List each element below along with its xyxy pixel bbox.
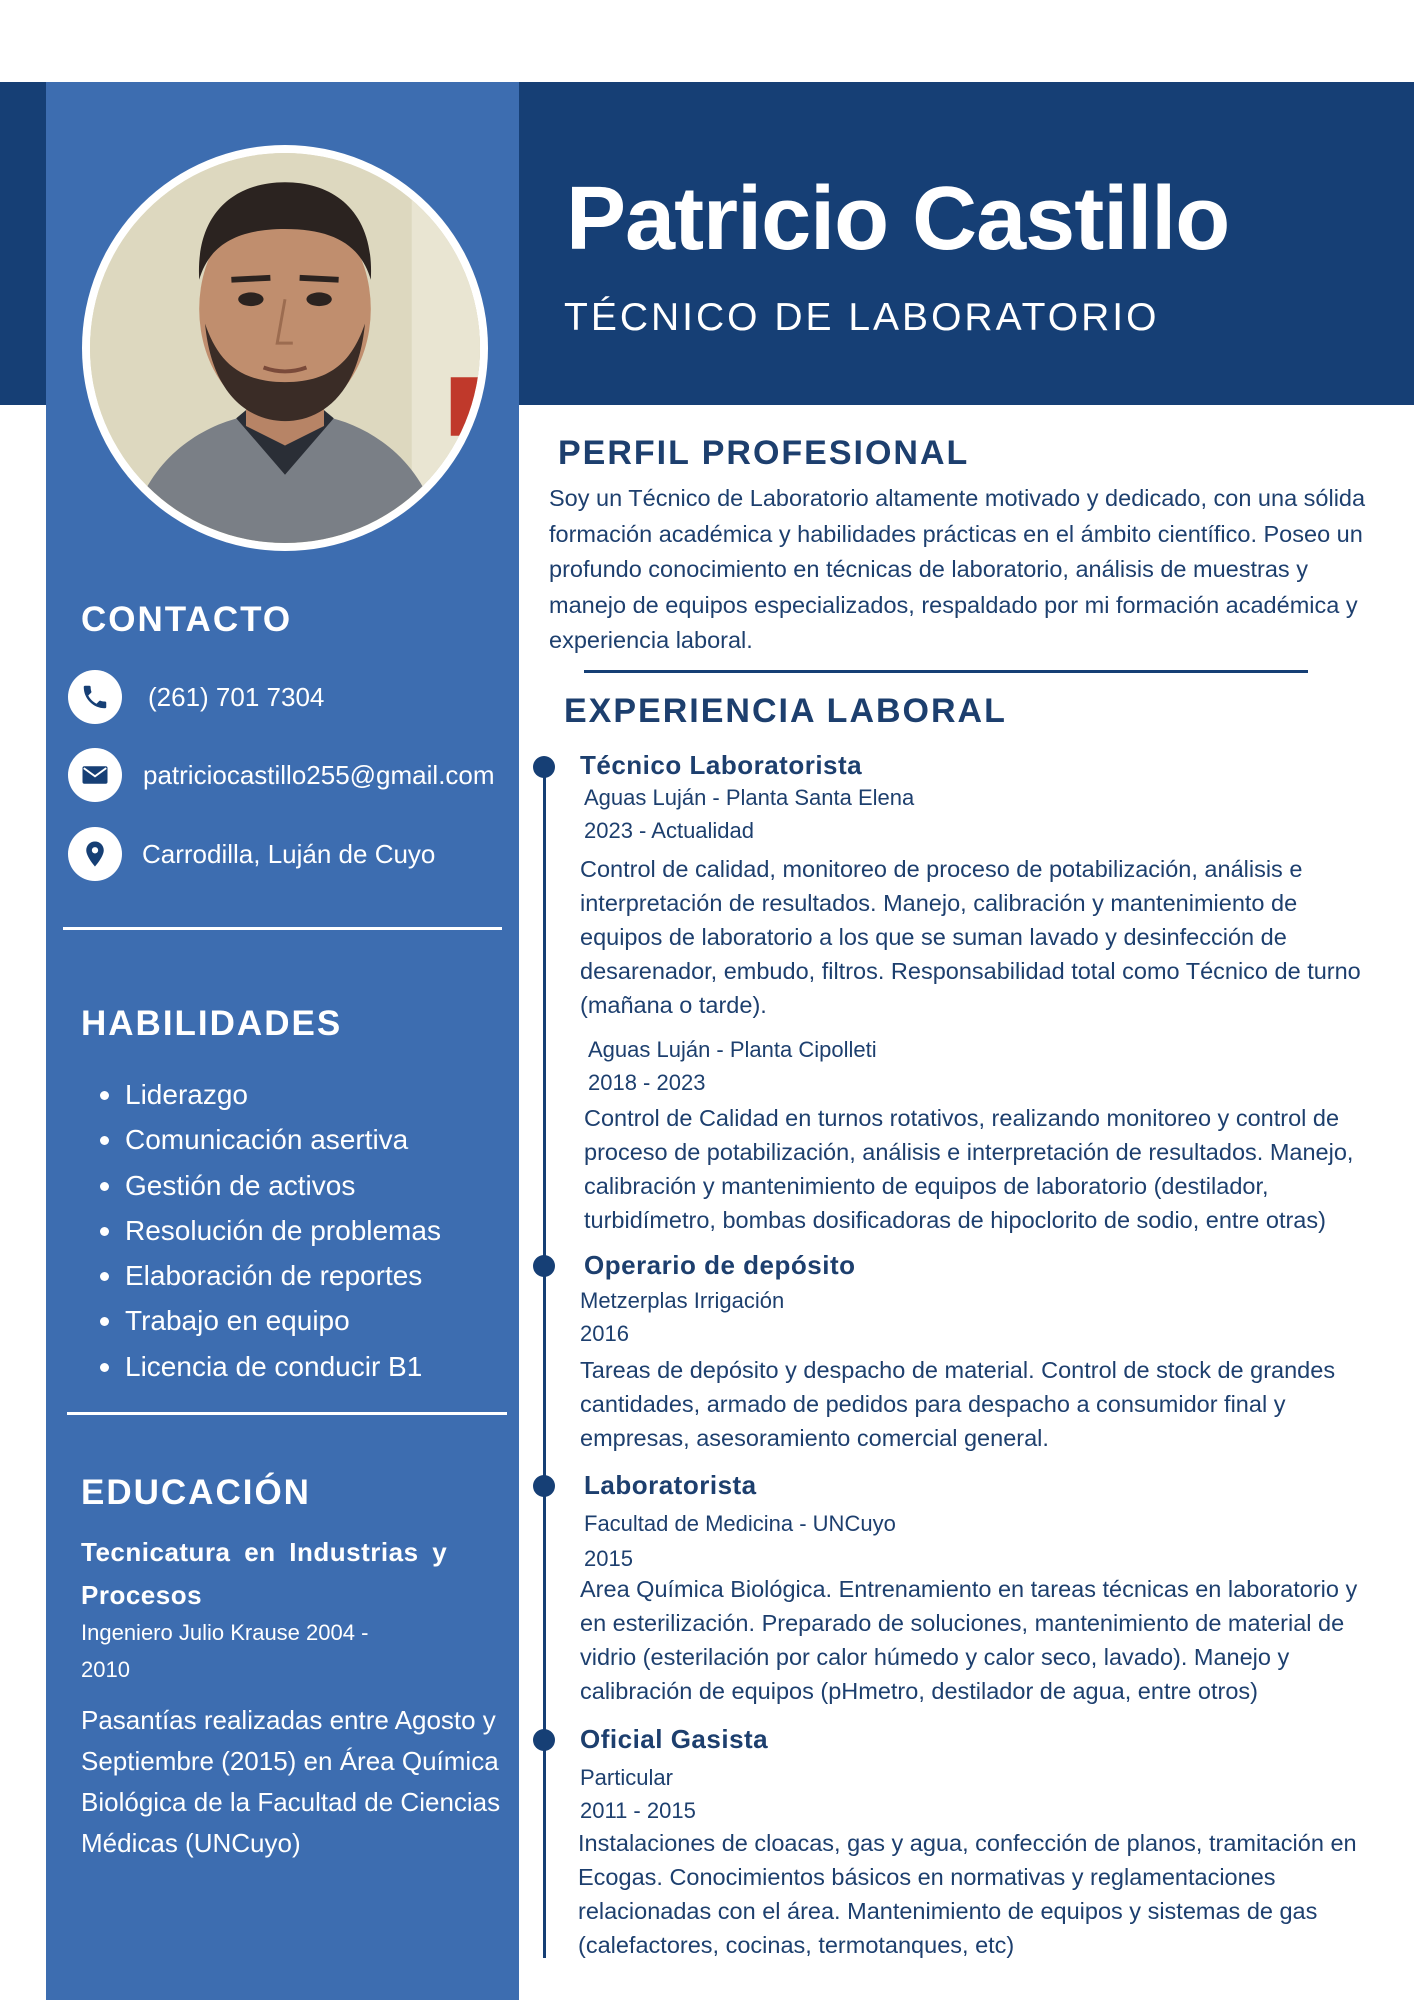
timeline-dot <box>533 1729 555 1751</box>
education-school: Ingeniero Julio Krause 2004 - 2010 <box>81 1620 369 1682</box>
education-degree: Tecnicatura en Industrias y Procesos <box>81 1537 448 1610</box>
profile-text: Soy un Técnico de Laboratorio altamente motivado y dedicado, con una sólida formación académica y habilidades prácticas en el ámbito científico. Poseo un profundo conocimiento en técnicas de laboratorio, análisis de muestras y manejo de equipos especializados, respaldado por mi formación académica y experiencia laboral. <box>549 485 1366 653</box>
experience-section-title: EXPERIENCIA LABORAL <box>564 692 1007 730</box>
phone-icon <box>68 670 122 724</box>
timeline-dot <box>533 1255 555 1277</box>
job-title: Laboratorista <box>584 1470 757 1500</box>
job-description: Control de Calidad en turnos rotativos, realizando monitoreo y control de proceso de potabilización, análisis e interpretación de resultados. Manejo, calibración y mantenimiento de equipos de laboratorio (destilador, turbidímetro, bombas dosificadoras de hipoclorito de sodio, entre otras) <box>584 1105 1354 1233</box>
skill-item: Licencia de conducir B1 <box>100 1344 441 1389</box>
job-period: 2015 <box>584 1546 633 1571</box>
skills-list <box>100 1072 441 1389</box>
skill-item: Trabajo en equipo <box>100 1298 441 1343</box>
education-note: Pasantías realizadas entre Agosto y Septiembre (2015) en Área Química Biológica de la Facultad de Ciencias Médicas (UNCuyo) <box>81 1705 501 1858</box>
timeline-line <box>543 766 546 1958</box>
job-description: Area Química Biológica. Entrenamiento en tareas técnicas en laboratorio y en esterilización. Preparado de soluciones, mantenimiento de material de vidrio (esterilación por calor húmedo y calor seco, lavado). Manejo y calibración de equipos (pHmetro, destilador de agua, entre otros) <box>580 1576 1358 1704</box>
skill-item: Gestión de activos <box>100 1163 441 1208</box>
job-period: 2016 <box>580 1321 629 1346</box>
skills-section-title: HABILIDADES <box>81 1004 343 1043</box>
job-description: Instalaciones de cloacas, gas y agua, confección de planos, tramitación en Ecogas. Conocimientos básicos en normativas y reglamentaciones relacionadas con el área. Mantenimiento de equipos y sistemas de gas (calefactores, cocinas, termotanques, etc) <box>578 1830 1357 1958</box>
job-period: 2011 - 2015 <box>580 1798 696 1823</box>
profile-photo <box>82 145 488 551</box>
education-section-title: EDUCACIÓN <box>81 1473 311 1512</box>
job-title: Oficial Gasista <box>580 1724 769 1754</box>
contact-location: Carrodilla, Luján de Cuyo <box>142 839 436 869</box>
skill-item: Liderazgo <box>100 1072 441 1117</box>
skill-item: Elaboración de reportes <box>100 1253 441 1298</box>
job-company: Particular <box>580 1765 673 1790</box>
contact-email[interactable]: patriciocastillo255@gmail.com <box>143 760 495 790</box>
contact-section-title: CONTACTO <box>81 600 293 639</box>
skill-item: Resolución de problemas <box>100 1208 441 1253</box>
job-company: Facultad de Medicina - UNCuyo <box>584 1511 896 1536</box>
timeline-dot <box>533 1475 555 1497</box>
profile-photo-image <box>90 153 480 543</box>
job-description: Control de calidad, monitoreo de proceso de potabilización, análisis e interpretación de resultados. Manejo, calibración y mantenimiento de equipos de laboratorio a los que se suman lavado y desinfección de desarenador, embudo, filtros. Responsabilidad total como Técnico de turno (mañana o tarde). <box>580 856 1361 1018</box>
candidate-name: Patricio Castillo <box>566 169 1230 269</box>
job-title: Técnico Laboratorista <box>580 750 863 780</box>
skills-divider <box>67 1412 507 1415</box>
job-period: 2023 - Actualidad <box>584 818 755 843</box>
job-company: Aguas Luján - Planta Cipolleti <box>588 1037 877 1062</box>
job-title: Operario de depósito <box>584 1250 856 1280</box>
candidate-role: TÉCNICO DE LABORATORIO <box>564 296 1160 339</box>
mail-icon <box>68 748 122 802</box>
job-period: 2018 - 2023 <box>588 1070 706 1095</box>
contact-divider <box>63 927 502 930</box>
timeline-dot <box>533 756 555 778</box>
profile-divider <box>584 670 1308 673</box>
contact-phone[interactable]: (261) 701 7304 <box>148 682 325 712</box>
skill-item: Comunicación asertiva <box>100 1117 441 1162</box>
job-company: Metzerplas Irrigación <box>580 1288 785 1313</box>
profile-section-title: PERFIL PROFESIONAL <box>558 434 970 472</box>
job-company: Aguas Luján - Planta Santa Elena <box>584 785 915 810</box>
location-pin-icon <box>68 827 122 881</box>
job-description: Tareas de depósito y despacho de material. Control de stock de grandes cantidades, armado de pedidos para despacho a consumidor final y empresas, asesoramiento comercial general. <box>580 1357 1336 1451</box>
